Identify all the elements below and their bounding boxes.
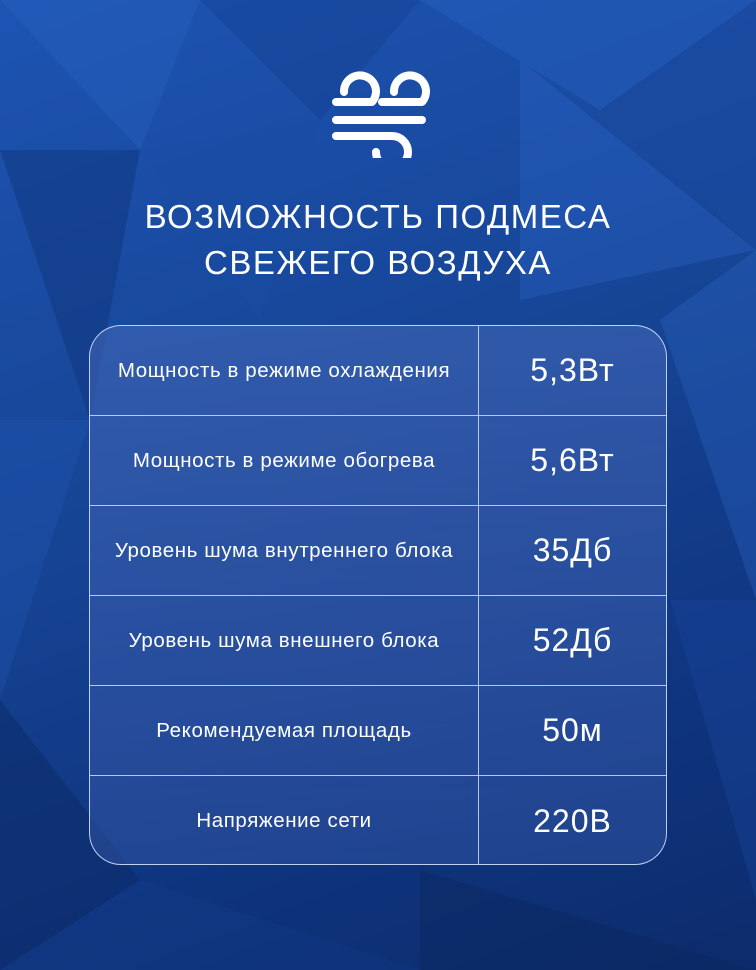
spec-row-indoor-noise [90,506,666,596]
spec-value: 35Дб [532,532,613,568]
spec-label: Мощность в режиме охлаждения [90,326,479,415]
spec-value: 5,3Вт [530,352,615,388]
spec-label: Уровень шума внутреннего блока [90,506,479,595]
spec-row-heating-power [90,416,666,506]
wind-icon [330,62,434,158]
spec-label: Рекомендуемая площадь [90,686,479,775]
headline-line-1: ВОЗМОЖНОСТЬ ПОДМЕСА [144,198,612,236]
spec-row-cooling-power [90,326,666,416]
spec-label: Напряжение сети [90,776,479,865]
spec-value: 220В [533,802,612,839]
spec-row-recommended-area [90,686,666,776]
spec-value: 5,6Вт [530,442,615,478]
spec-label: Уровень шума внешнего блока [90,596,479,685]
spec-row-outdoor-noise [90,596,666,686]
spec-value: 52Дб [532,622,613,658]
headline-line-2: СВЕЖЕГО ВОЗДУХА [204,244,552,282]
spec-table [89,325,667,865]
spec-value: 50м [542,712,603,748]
headline [0,194,756,286]
spec-row-voltage [90,776,666,865]
spec-label: Мощность в режиме обогрева [90,416,479,505]
